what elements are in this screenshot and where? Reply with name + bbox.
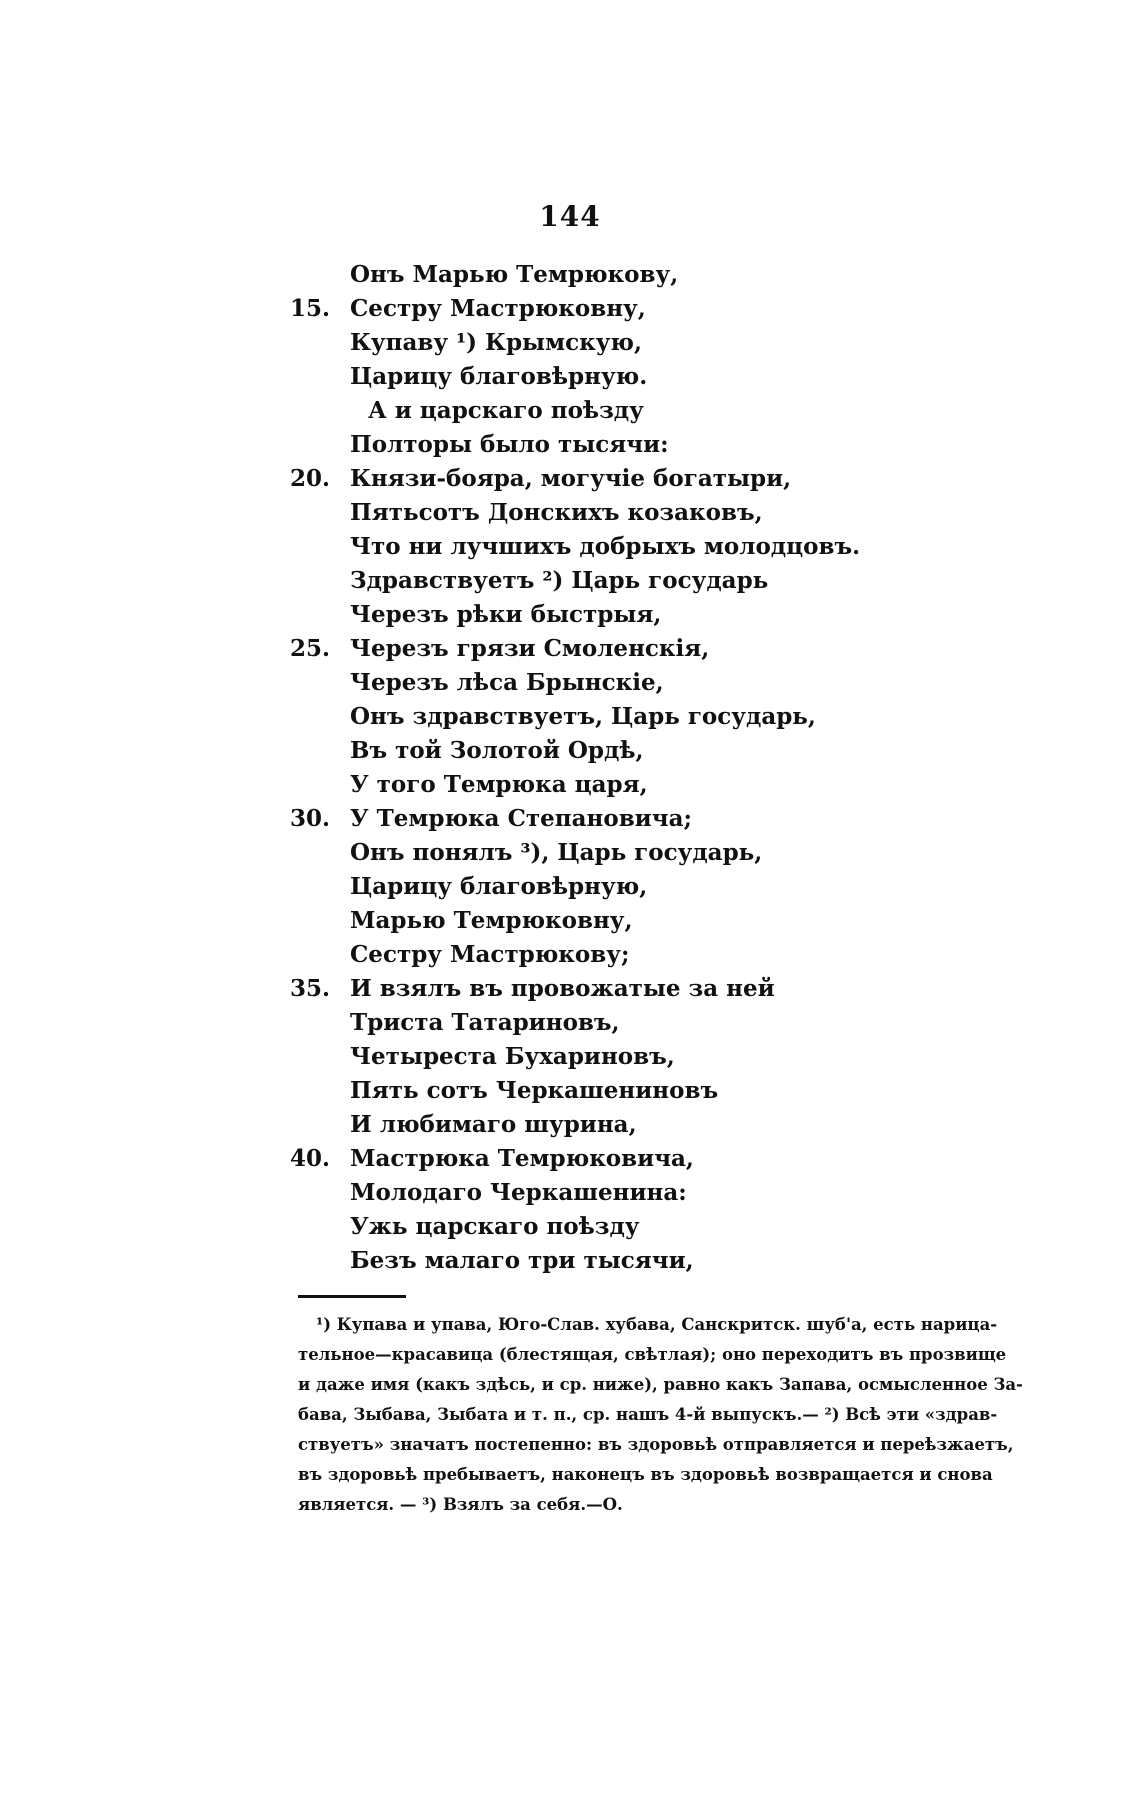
line-text: Въ той Золотой Ордѣ, (350, 737, 644, 764)
footnote-line: бава, Зыбава, Зыбата и т. п., ср. нашъ 4-й выпускъ.— ²) Всѣ эти «здрав- (298, 1405, 998, 1424)
line-number: 40. (290, 1145, 331, 1172)
line-text: Черезъ рѣки быстрыя, (350, 601, 662, 628)
line-number: 25. (290, 635, 331, 662)
verse-line (290, 598, 1090, 632)
verse-line (290, 428, 1090, 462)
line-text: Пятьсотъ Донскихъ козаковъ, (350, 499, 763, 526)
verse-line (290, 394, 1090, 428)
poem-body (290, 258, 1090, 1278)
line-number: 15. (290, 295, 331, 322)
verse-line (290, 1142, 1090, 1176)
verse-line (290, 700, 1090, 734)
line-text: Черезъ лѣса Брынскіе, (350, 669, 664, 696)
line-number: 30. (290, 805, 331, 832)
verse-line (290, 734, 1090, 768)
footnote-line: ствуетъ» значатъ постепенно: въ здоровьѣ отправляется и переѣзжаетъ, (298, 1435, 1014, 1454)
page-number: 144 (539, 200, 601, 233)
verse-line (290, 326, 1090, 360)
verse-line (290, 632, 1090, 666)
verse-line (290, 1040, 1090, 1074)
verse-line (290, 1244, 1090, 1278)
verse-line (290, 904, 1090, 938)
line-text: А и царскаго поѣзду (368, 397, 644, 424)
footnote-separator (298, 1295, 406, 1298)
verse-line (290, 870, 1090, 904)
line-text: Пять сотъ Черкашениновъ (350, 1077, 719, 1104)
line-number: 20. (290, 465, 331, 492)
line-text: Ужь царскаго поѣзду (350, 1213, 640, 1240)
verse-line (290, 564, 1090, 598)
verse-line (290, 1006, 1090, 1040)
verse-line (290, 360, 1090, 394)
line-text: Черезъ грязи Смоленскія, (350, 635, 710, 662)
verse-line (290, 292, 1090, 326)
line-text: Мастрюка Темрюковича, (350, 1145, 694, 1172)
line-text: Онъ понялъ ³), Царь государь, (350, 839, 763, 866)
line-text: У Темрюка Степановича; (350, 805, 692, 832)
verse-line (290, 1210, 1090, 1244)
line-text: Марью Темрюковну, (350, 907, 633, 934)
footnotes (298, 1310, 1038, 1520)
verse-line (290, 530, 1090, 564)
verse-line (290, 666, 1090, 700)
line-text: И взялъ въ провожатые за ней (350, 975, 775, 1002)
verse-line (290, 1074, 1090, 1108)
line-text: Четыреста Бухариновъ, (350, 1043, 675, 1070)
verse-line (290, 462, 1090, 496)
line-text: Царицу благовѣрную, (350, 873, 648, 900)
line-text: Полторы было тысячи: (350, 431, 669, 458)
line-text: Что ни лучшихъ добрыхъ молодцовъ. (350, 533, 861, 560)
line-text: Сестру Мастрюковну, (350, 295, 646, 322)
verse-line (290, 972, 1090, 1006)
footnote-line: является. — ³) Взялъ за себя.—О. (298, 1495, 623, 1514)
line-text: Безъ малаго три тысячи, (350, 1247, 694, 1274)
verse-line (290, 258, 1090, 292)
verse-line (290, 768, 1090, 802)
footnote-line: въ здоровьѣ пребываетъ, наконецъ въ здоровьѣ возвращается и снова (298, 1465, 993, 1484)
line-text: У того Темрюка царя, (350, 771, 648, 798)
verse-line (290, 496, 1090, 530)
line-text: Царицу благовѣрную. (350, 363, 648, 390)
line-text: И любимаго шурина, (350, 1111, 637, 1138)
line-text: Молодаго Черкашенина: (350, 1179, 687, 1206)
line-text: Сестру Мастрюкову; (350, 941, 630, 968)
footnote-line: ¹) Купава и упава, Юго-Слав. хубава, Санскритск. шуб'а, есть нарица- (316, 1315, 998, 1334)
verse-line (290, 836, 1090, 870)
line-text: Князи-бояра, могучіе богатыри, (350, 465, 792, 492)
line-text: Онъ здравствуетъ, Царь государь, (350, 703, 816, 730)
footnote-line: и даже имя (какъ здѣсь, и ср. ниже), равно какъ Запава, осмысленное За- (298, 1375, 1023, 1394)
verse-line (290, 1176, 1090, 1210)
line-number: 35. (290, 975, 331, 1002)
line-text: Онъ Марью Темрюкову, (350, 261, 679, 288)
verse-line (290, 938, 1090, 972)
line-text: Здравствуетъ ²) Царь государь (350, 567, 769, 594)
verse-line (290, 802, 1090, 836)
line-text: Купаву ¹) Крымскую, (350, 329, 643, 356)
line-text: Триста Татариновъ, (350, 1009, 620, 1036)
footnote-line: тельное—красавица (блестящая, свѣтлая); оно переходитъ въ прозвище (298, 1345, 1007, 1364)
verse-line (290, 1108, 1090, 1142)
